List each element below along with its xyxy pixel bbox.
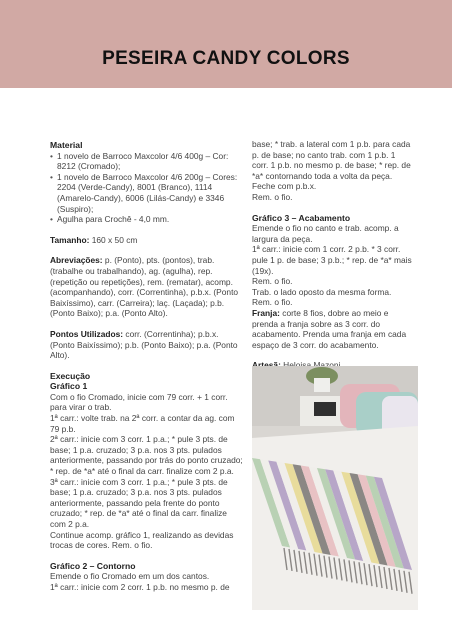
plant-pot [314,378,330,392]
abreviacoes-label: Abreviações: [50,255,103,266]
left-column [50,140,244,593]
grafico2-continuation: Rem. o fio. [252,191,293,202]
grafico1-title: Gráfico 1 [50,381,88,392]
grafico3-title: Gráfico 3 – Acabamento [252,212,351,223]
material-item: • Agulha para Crochê - 4,0 mm. [50,214,244,225]
grafico1-paragraph: 3ª carr.: inicie com 3 corr. 1 p.a.; * pule 3 pts. de base; 1 p.a. cruzado; 3 p.a. nos 3 pts. pulados anteriormente, passando pela frente do ponto cruzado; * rep. de *a* até o final da carr. finalize com 2 p.a. [50,476,228,529]
material-item: • 1 novelo de Barroco Maxcolor 4/6 400g – Cor: 8212 (Cromado); [50,151,244,172]
grafico3-paragraph: Rem. o fio. [252,276,293,287]
franja-label: Franja: [252,307,280,318]
material-item: • 1 novelo de Barroco Maxcolor 4/6 200g – Cores: 2204 (Verde-Candy), 8001 (Branco), 1114 (Amarelo-Candy), 6006 (Lilás-Candy) e 3346 (Suspiro); [50,172,244,214]
tamanho-label: Tamanho: [50,234,90,245]
grafico2-title: Gráfico 2 – Contorno [50,560,136,571]
bedroom-photo-illustration [252,366,418,610]
franja-paragraph [252,308,412,350]
execucao-title: Execução [50,370,91,381]
grafico3-paragraph: Trab. o lado oposto da mesma forma. [252,286,392,297]
grafico2-continuation: base; * trab. a lateral com 1 p.b. para cada p. de base; no canto trab. com 1 p.b. 1 corr. 1 p.b. no mesmo p. de base; * rep. de *a* contornando toda a volta da peça. Feche com p.b.x. [252,139,411,192]
pontos-label: Pontos Utilizados: [50,328,124,339]
grafico2-paragraph: 1ª carr.: inicie com 2 corr. 1 p.b. no mesmo p. de [50,581,230,592]
page-title: PESEIRA CANDY COLORS [102,48,350,69]
grafico1-paragraph: 2ª carr.: inicie com 3 corr. 1 p.a.; * pule 3 pts. de base; 1 p.a. cruzado; 3 p.a. nos 3 pts. pulados anteriormente, passando por trás do ponto cruzado; * rep. de *a* até o final da carr. finalize com 2 p.a. [50,434,243,477]
grafico3-paragraph: Rem. o fio. [252,297,293,308]
pontos-text: corr. (Correntinha); p.b.x. (Ponto Baixíssimo); p.b. (Ponto Baixo); p.a. (Ponto Alto). [50,328,238,361]
product-photo [252,366,418,610]
material-list [50,151,244,225]
tamanho-text: 160 x 50 cm [89,234,138,245]
right-column [252,139,412,371]
grafico3-paragraph: 1ª carr.: inicie com 1 corr. 2 p.b. * 3 corr. pule 1 p. de base; 3 p.b.; * rep. de *a* mais (19x). [252,244,412,276]
photo-frame [314,402,336,416]
franja-text: corte 8 fios, dobre ao meio e prenda a franja sobre as 3 corr. do acabamento. Prenda uma franja em cada espaço de 3 corr. do acabamento. [252,307,407,350]
grafico1-paragraph: Continue acomp. gráfico 1, realizando as devidas trocas de cores. Rem. o fio. [50,529,234,551]
material-title: Material [50,140,83,150]
abreviacoes-text: p. (Ponto), pts. (pontos), trab. (trabalhe ou trabalhando), ag. (agulha), rep. (repetição ou repetições), rem. (rematar), acomp. (acompanhando), corr. (Correntinha), p.b.x. (Ponto Baixíssimo), carr. (Carreira); laç. (Laçada); p.b. (Ponto Baixo); p.a. (Ponto Alto). [50,255,239,319]
tamanho-line [50,235,244,246]
header-banner [0,0,452,88]
grafico2-paragraph: Emende o fio Cromado em um dos cantos. [50,571,210,582]
grafico3-paragraph: Emende o fio no canto e trab. acomp. a largura da peça. [252,223,399,244]
abreviacoes-paragraph [50,255,244,319]
grafico1-paragraph: 1ª carr.: volte trab. na 2ª corr. a contar da ag. com 79 p.b. [50,413,235,434]
grafico1-paragraph: Com o fio Cromado, inicie com 79 corr. + 1 corr. para virar o trab. [50,391,228,413]
pontos-paragraph [50,329,244,361]
